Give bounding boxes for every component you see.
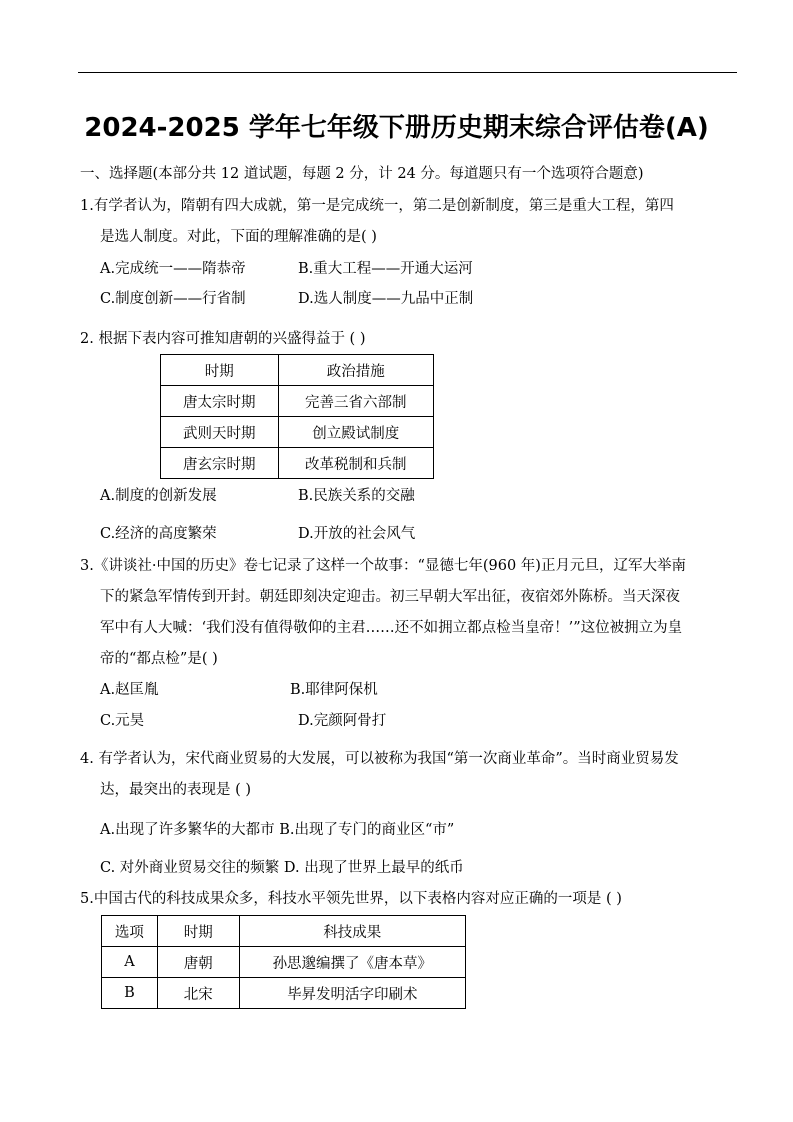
q3-option-b[interactable]: B.耶律阿保机 [290,682,378,698]
q4-options-cd[interactable]: C. 对外商业贸易交往的频繁 D. 出现了世界上最早的纸币 [100,860,464,876]
table-header-row [161,355,434,386]
q5-table [101,915,466,1009]
table-cell: 北宋 [157,978,239,1009]
q1-stem-line-2: 是选人制度。对此，下面的理解准确的是( ) [100,229,377,245]
table-cell: 毕昇发明活字印刷术 [239,978,465,1009]
table-header-row [102,916,466,947]
table-row [161,386,434,417]
q2-option-b[interactable]: B.民族关系的交融 [298,488,415,504]
q2-table [160,354,434,479]
table-header-cell: 选项 [102,916,158,947]
table-row [161,417,434,448]
q1-option-b[interactable]: B.重大工程——开通大运河 [298,261,473,277]
q3-option-d[interactable]: D.完颜阿骨打 [298,713,387,729]
table-row [161,448,434,479]
table-cell: 改革税制和兵制 [278,448,433,479]
q3-option-a[interactable]: A.赵匡胤 [100,682,159,698]
header-rule [78,72,737,73]
q1-option-d[interactable]: D.选人制度——九品中正制 [298,291,474,307]
table-header-cell: 政治措施 [278,355,433,386]
q2-option-c[interactable]: C.经济的高度繁荣 [100,526,217,542]
q3-stem-line-1: 3.《讲谈社·中国的历史》卷七记录了这样一个故事：“显德七年(960 年)正月元旦，辽军大举南 [80,558,686,574]
q3-stem-line-4: 帝的“都点检”是( ) [100,651,218,667]
q5-stem: 5.中国古代的科技成果众多，科技水平领先世界，以下表格内容对应正确的一项是 ( ) [80,891,622,907]
table-cell: B [102,978,158,1009]
table-cell: 唐朝 [157,947,239,978]
table-cell: 孙思邈编撰了《唐本草》 [239,947,465,978]
q1-option-a[interactable]: A.完成统一——隋恭帝 [100,261,246,277]
q4-stem-line-1: 4. 有学者认为，宋代商业贸易的大发展，可以被称为我国“第一次商业革命”。当时商业贸易发 [80,751,679,767]
q2-option-d[interactable]: D.开放的社会风气 [298,526,416,542]
table-row [102,978,466,1009]
table-cell: 唐太宗时期 [161,386,279,417]
table-header-cell: 时期 [161,355,279,386]
q4-stem-line-2: 达，最突出的表现是 ( ) [100,782,252,798]
table-cell: 武则天时期 [161,417,279,448]
table-cell: 完善三省六部制 [278,386,433,417]
q2-option-a[interactable]: A.制度的创新发展 [100,488,217,504]
exam-title: 2024-2025 学年七年级下册历史期末综合评估卷(A) [84,113,709,143]
section-heading: 一、选择题(本部分共 12 道试题，每题 2 分，计 24 分。每道题只有一个选项符合题意) [80,166,644,182]
q3-stem-line-2: 下的紧急军情传到开封。朝廷即刻决定迎击。初三早朝大军出征，夜宿郊外陈桥。当天深夜 [100,589,680,605]
table-header-cell: 科技成果 [239,916,465,947]
q1-option-c[interactable]: C.制度创新——行省制 [100,291,246,307]
q3-stem-line-3: 军中有人大喊：‘我们没有值得敬仰的主君……还不如拥立都点检当皇帝！’”这位被拥立为皇 [100,620,683,636]
q2-stem: 2. 根据下表内容可推知唐朝的兴盛得益于 ( ) [80,331,366,347]
q1-stem-line-1: 1.有学者认为，隋朝有四大成就，第一是完成统一，第二是创新制度，第三是重大工程，第四 [80,198,674,214]
q4-options-ab[interactable]: A.出现了许多繁华的大都市 B.出现了专门的商业区“市” [100,822,455,838]
table-cell: A [102,947,158,978]
table-header-cell: 时期 [157,916,239,947]
q3-option-c[interactable]: C.元昊 [100,713,145,729]
table-cell: 唐玄宗时期 [161,448,279,479]
table-row [102,947,466,978]
table-cell: 创立殿试制度 [278,417,433,448]
